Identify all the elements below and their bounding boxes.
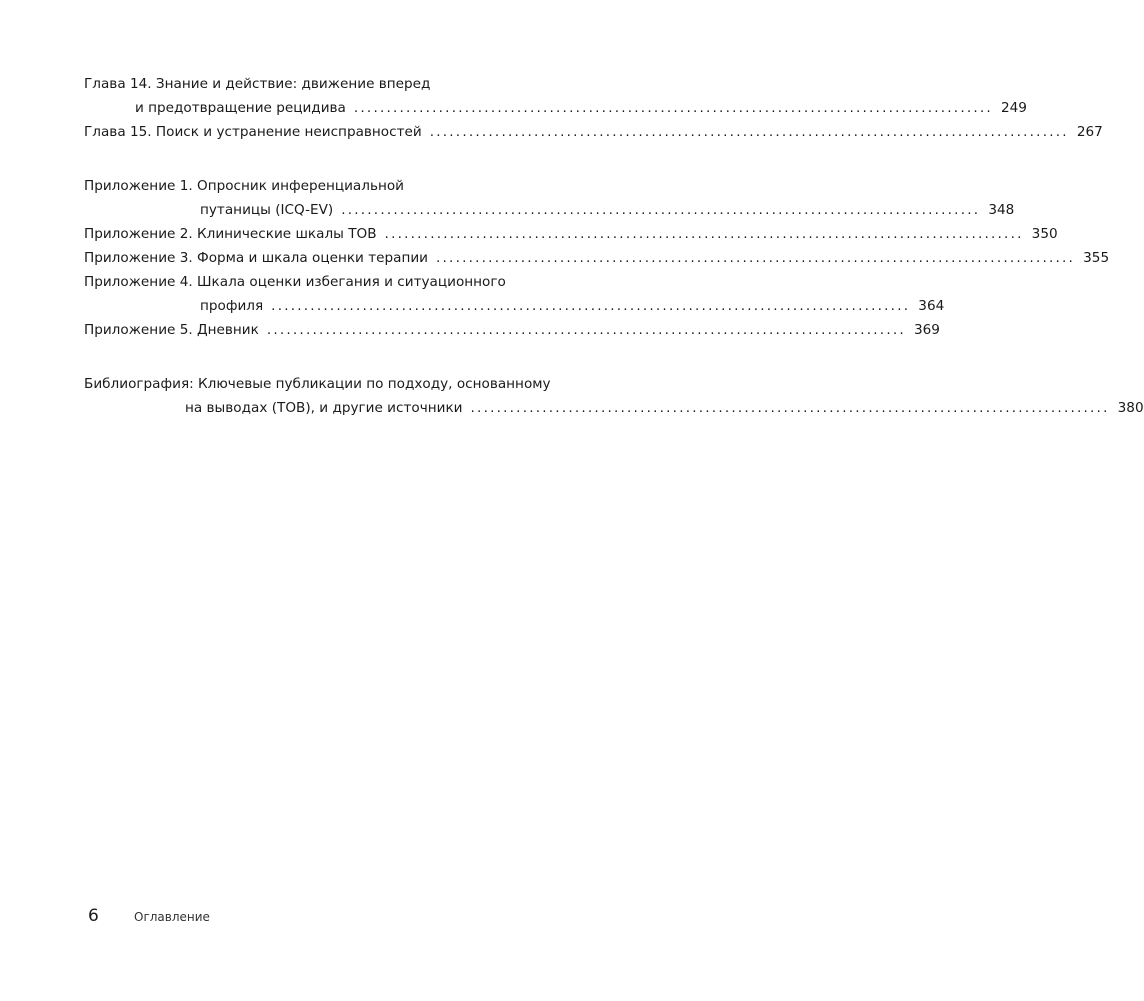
toc-entry-appendix-3[interactable] [84,246,1110,270]
toc-entry-title: Глава 14. Знание и действие: движение вперед [84,76,431,92]
toc-page-number: 267 [1076,124,1103,140]
toc-entry-title: Приложение 5. Дневник [84,322,259,338]
dot-leader: .................................................................................................. [436,250,1076,266]
dot-leader: .................................................................................................. [470,400,1110,416]
running-head: Оглавление [134,910,210,924]
toc-entry-title: Библиография: Ключевые публикации по подходу, основанному [84,376,551,392]
toc-entry-chapter-15[interactable] [84,120,1103,144]
toc-page-number: 380 [1117,400,1144,416]
toc-page-number: 348 [988,202,1015,218]
toc-page-number: 350 [1031,226,1058,242]
dot-leader: .................................................................................................. [271,298,911,314]
toc-entry-title: Приложение 3. Форма и шкала оценки терапии [84,250,429,266]
table-of-contents [84,72,1144,420]
toc-entry-title: Глава 15. Поиск и устранение неисправностей [84,124,422,140]
toc-page-number: 364 [918,298,945,314]
dot-leader: .................................................................................................. [384,226,1024,242]
toc-entry-title: Приложение 4. Шкала оценки избегания и ситуационного [84,274,506,290]
toc-entry-title-continued: путаницы (ICQ-EV) [200,202,334,218]
dot-leader: .................................................................................................. [429,124,1069,140]
dot-leader: .................................................................................................. [353,100,993,116]
dot-leader: .................................................................................................. [341,202,981,218]
toc-page-number: 355 [1083,250,1110,266]
toc-entry-appendix-4[interactable] [84,270,945,318]
toc-entry-appendix-2[interactable] [84,222,1058,246]
toc-entry-title-continued: и предотвращение рецидива [135,100,346,116]
toc-entry-chapter-14[interactable] [84,72,1027,120]
toc-entry-title: Приложение 1. Опросник инференциальной [84,178,405,194]
dot-leader: .................................................................................................. [266,322,906,338]
toc-entry-appendix-5[interactable] [84,318,940,342]
toc-entry-title-continued: на выводах (TOB), и другие источники [185,400,463,416]
toc-page-number: 369 [913,322,940,338]
toc-entry-bibliography[interactable] [84,372,1144,420]
page-number: 6 [88,906,99,926]
page-footer [88,906,210,926]
toc-entry-title: Приложение 2. Клинические шкалы TOB [84,226,377,242]
toc-entry-title-continued: профиля [200,298,264,314]
toc-page-number: 249 [1001,100,1027,116]
toc-entry-appendix-1[interactable] [84,174,1015,222]
